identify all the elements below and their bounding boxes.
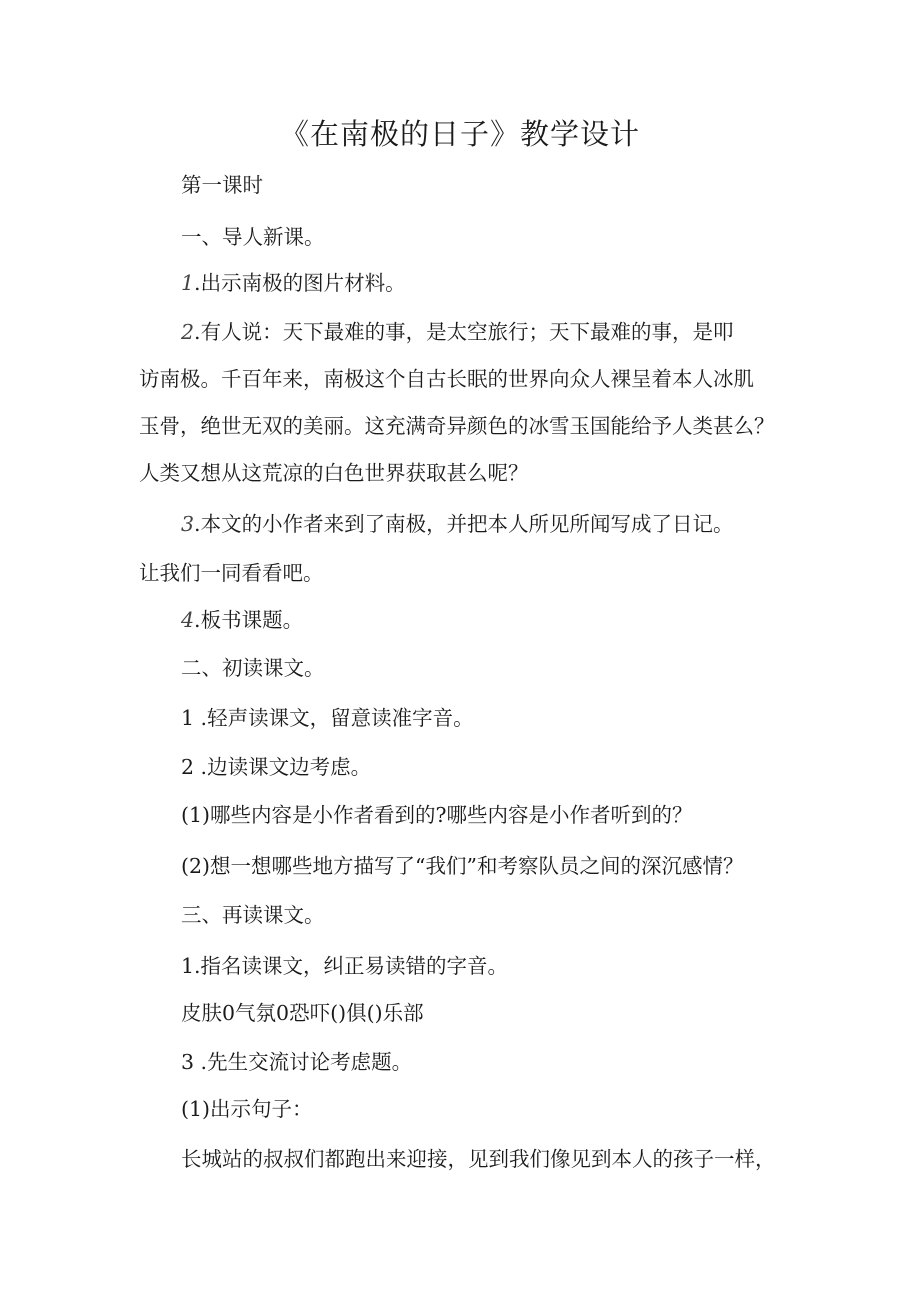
item-number: 4 [181,608,195,632]
paragraph-line: 玉骨，绝世无双的美丽。这充满奇异颜色的冰雪玉国能给予人类甚么？ [139,414,775,438]
section-heading-3: 三、再读课文。 [181,903,325,927]
lesson-period: 第一课时 [181,173,263,197]
item-3-1: 1.指名读课文，纠正易读错的字音。 [181,954,509,978]
item-2-2: 2 .边读课文边考虑。 [181,755,372,779]
question-1: (1)哪些内容是小作者看到的?哪些内容是小作者听到的？ [181,803,693,827]
item-number: 2 [181,320,195,344]
item-3-3: 3 .先生交流讨论考虑题。 [181,1050,413,1074]
section-heading-1: 一、导人新课。 [181,225,325,249]
section-heading-2: 二、初读课文。 [181,656,325,680]
document-title: 《在南极的日子》教学设计 [279,117,640,151]
question-2: (2)想一想哪些地方描写了“我们”和考察队员之间的深沉感情？ [181,854,744,878]
item-text: .出示南极的图片材料。 [194,271,406,295]
item-2-1: 1 .轻声读课文，留意读准字音。 [181,706,474,730]
item-number: 3 [181,512,195,536]
item-1-4 [181,605,303,635]
item-1-1 [181,268,406,298]
show-sentence: (1)出示句子： [181,1097,313,1121]
item-text: .本文的小作者来到了南极，并把本人所见所闻写成了日记。 [194,512,734,536]
vocabulary-line: 皮肤0气氛0恐吓()俱()乐部 [181,1001,424,1025]
paragraph-line: 让我们一同看看吧。 [139,561,324,585]
item-number: 1 [181,271,195,295]
quoted-sentence: 长城站的叔叔们都跑出来迎接，见到我们像见到本人的孩子一样， [181,1147,776,1171]
paragraph-line: 访南极。千百年来，南极这个自古长眠的世界向众人裸呈着本人冰肌 [139,367,754,391]
item-text: .有人说：天下最难的事，是太空旅行；天下最难的事，是叩 [194,320,734,344]
paragraph-line: 人类又想从这荒凉的白色世界获取甚么呢？ [139,461,529,485]
item-1-2 [181,317,734,347]
item-1-3 [181,509,734,539]
item-text: .板书课题。 [194,608,304,632]
